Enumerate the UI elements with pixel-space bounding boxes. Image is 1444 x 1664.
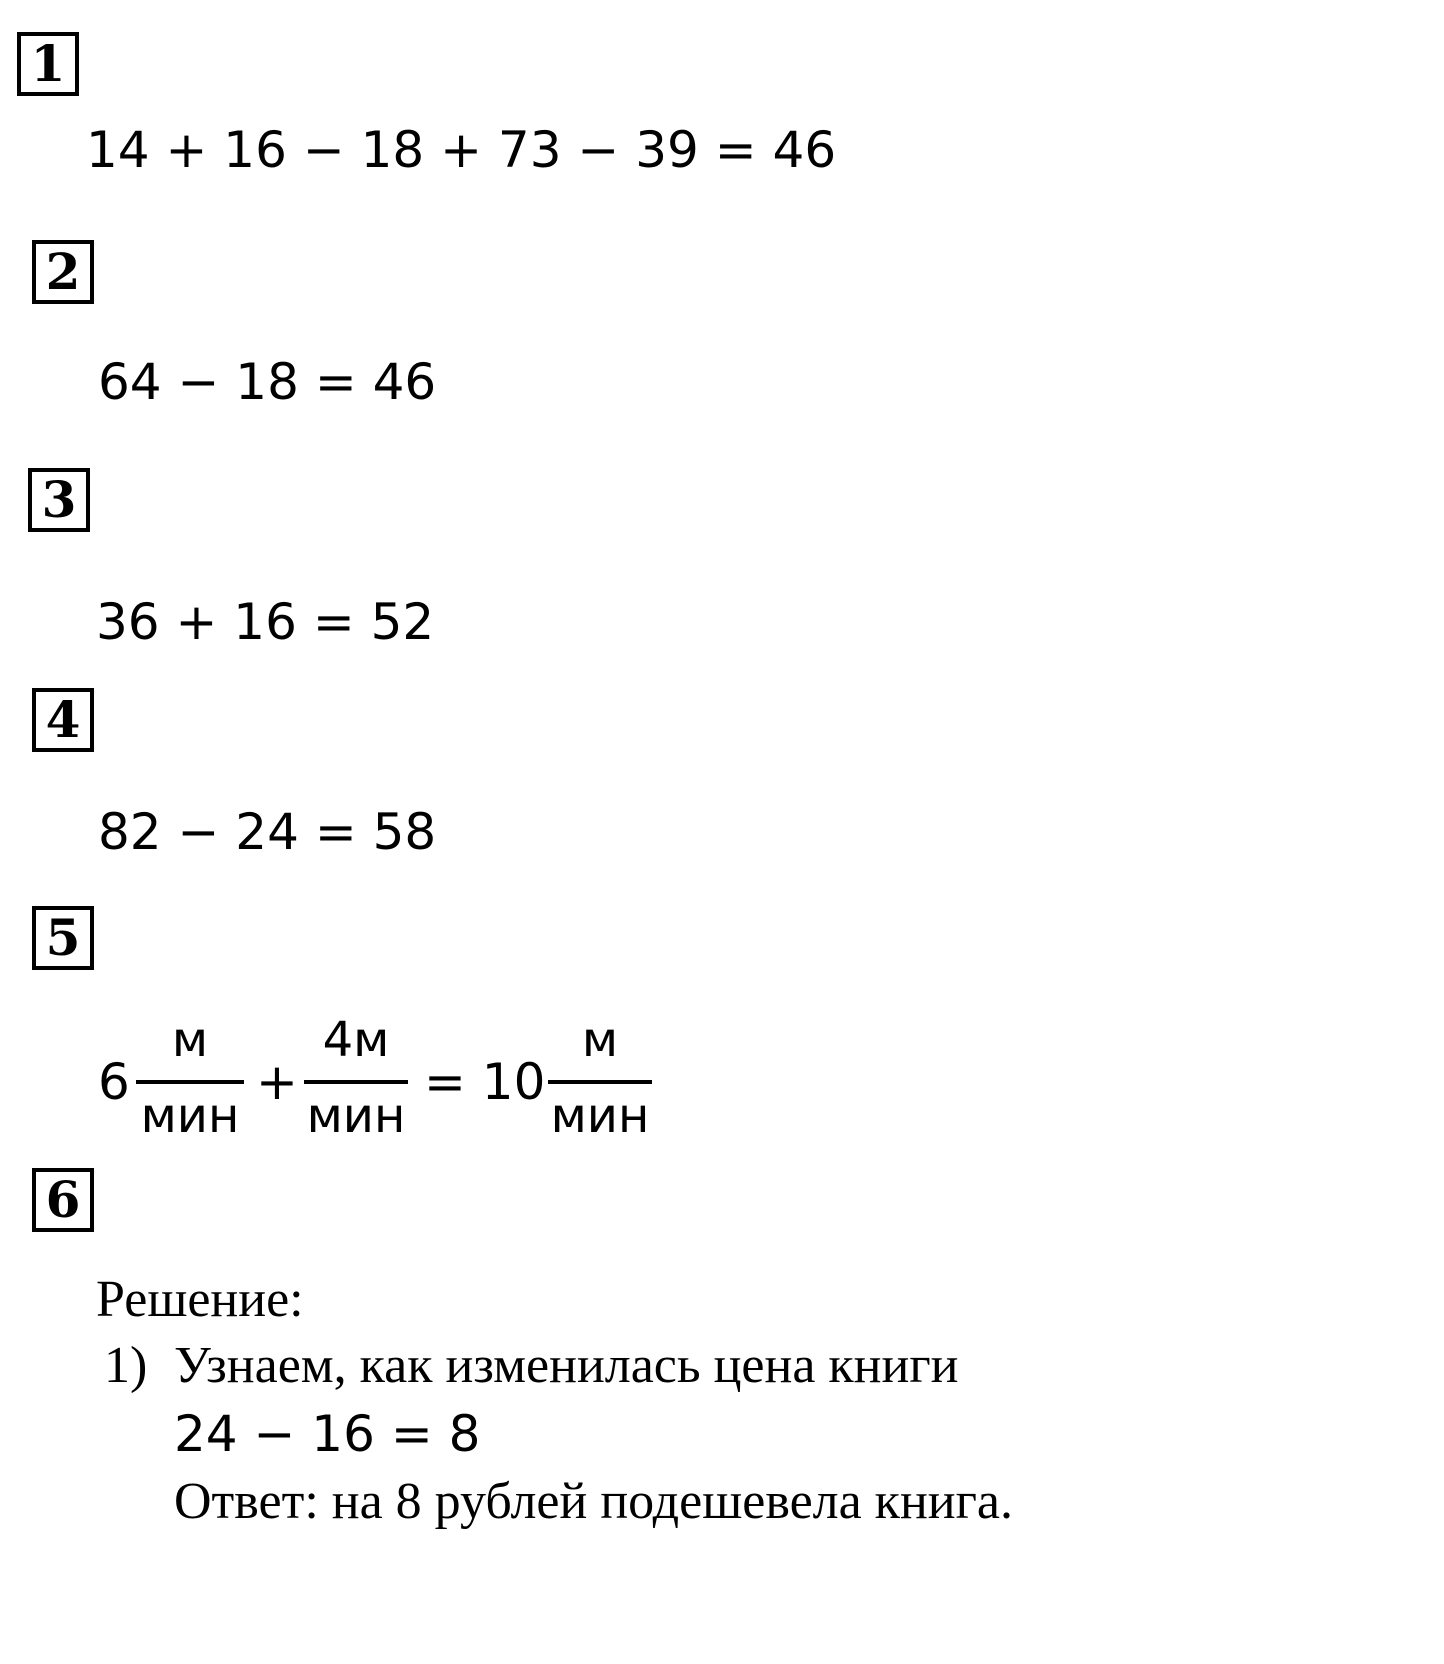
fraction-2-numerator: 4м [322,1012,390,1068]
whole-part-6: 6 [98,1053,130,1111]
fraction-3-denominator: мин [550,1088,650,1144]
fraction-2-bar [304,1080,408,1084]
task-number-4: 4 [32,688,94,752]
task-3-equation: 36 + 16 = 52 [96,593,435,651]
fraction-3-bar [548,1080,652,1084]
equals-ten: = 10 [424,1053,546,1111]
task-2-equation: 64 − 18 = 46 [98,353,437,411]
step-marker: 1) [104,1337,148,1394]
answer-text: Ответ: на 8 рублей подешевела книга. [174,1473,1014,1530]
task-number-3: 3 [28,468,90,532]
fraction-1-bar [136,1080,244,1084]
task-number-2: 2 [32,240,94,304]
plus-sign: + [256,1053,298,1111]
fraction-3-numerator: м [581,1012,619,1068]
task-1-equation: 14 + 16 − 18 + 73 − 39 = 46 [86,121,837,179]
task-number-1: 1 [17,32,79,96]
task-number-6: 6 [32,1168,94,1232]
step-equation: 24 − 16 = 8 [174,1405,481,1463]
task-number-5: 5 [32,906,94,970]
task-4-equation: 82 − 24 = 58 [98,803,437,861]
step-text: Узнаем, как изменилась цена книги [174,1337,959,1394]
solution-label: Решение: [96,1271,304,1328]
fraction-1-denominator: мин [140,1088,240,1144]
fraction-2-denominator: мин [306,1088,406,1144]
fraction-1-numerator: м [171,1012,209,1068]
